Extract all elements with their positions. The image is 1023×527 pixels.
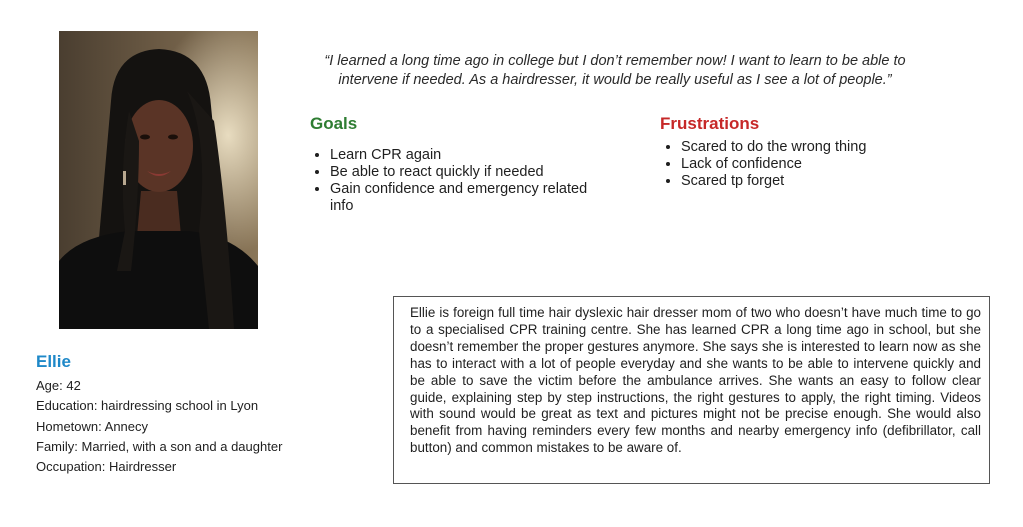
persona-profile <box>36 352 376 477</box>
frustrations-list <box>661 139 941 190</box>
persona-hometown: Hometown: Annecy <box>36 418 149 434</box>
persona-quote: “I learned a long time ago in college but I don’t remember now! I want to learn to be able to intervene if needed. As a hairdresser, it would be really useful as I see a lot of people.” <box>324 53 906 88</box>
goal-item: • Gain confidence and emergency related info <box>330 181 590 215</box>
persona-name: Ellie <box>36 352 71 371</box>
frustration-item: • Scared tp forget <box>681 173 941 190</box>
goals-title: Goals <box>310 114 358 133</box>
persona-occupation: Occupation: Hairdresser <box>36 459 177 475</box>
frustration-item: • Lack of confidence <box>681 156 941 173</box>
frustration-item: • Scared to do the wrong thing <box>681 139 941 156</box>
goal-item: • Learn CPR again <box>330 147 590 164</box>
persona-bio: Ellie is foreign full time hair dyslexic hair dresser mom of two who doesn’t have much time to go to a specialised CPR training centre. She has learned CPR a long time ago in school, but she doesn’t remember the proper gestures anymore. She says she is interested to learn now as she has to interact with a lot of people everyday and she wants to be able to intervene quickly and be able to save the victim before the ambulance arrives. She wants an easy to follow clear guide, explaining step by step instructions, the right gestures to apply, the right timing. Videos with sound would be great as text and pictures might not be precise enough. She would also benefit from having reminders every few months and nearby emergency info (defibrillator, call button) and common mistakes to be aware of. <box>393 296 990 484</box>
persona-age: Age: 42 <box>36 378 81 393</box>
goal-item: • Be able to react quickly if needed <box>330 164 590 181</box>
goals-list <box>310 147 590 215</box>
persona-photo <box>59 31 258 329</box>
persona-family: Family: Married, with a son and a daughter <box>36 438 283 454</box>
frustrations-title: Frustrations <box>660 114 760 133</box>
persona-education: Education: hairdressing school in Lyon <box>36 398 259 414</box>
